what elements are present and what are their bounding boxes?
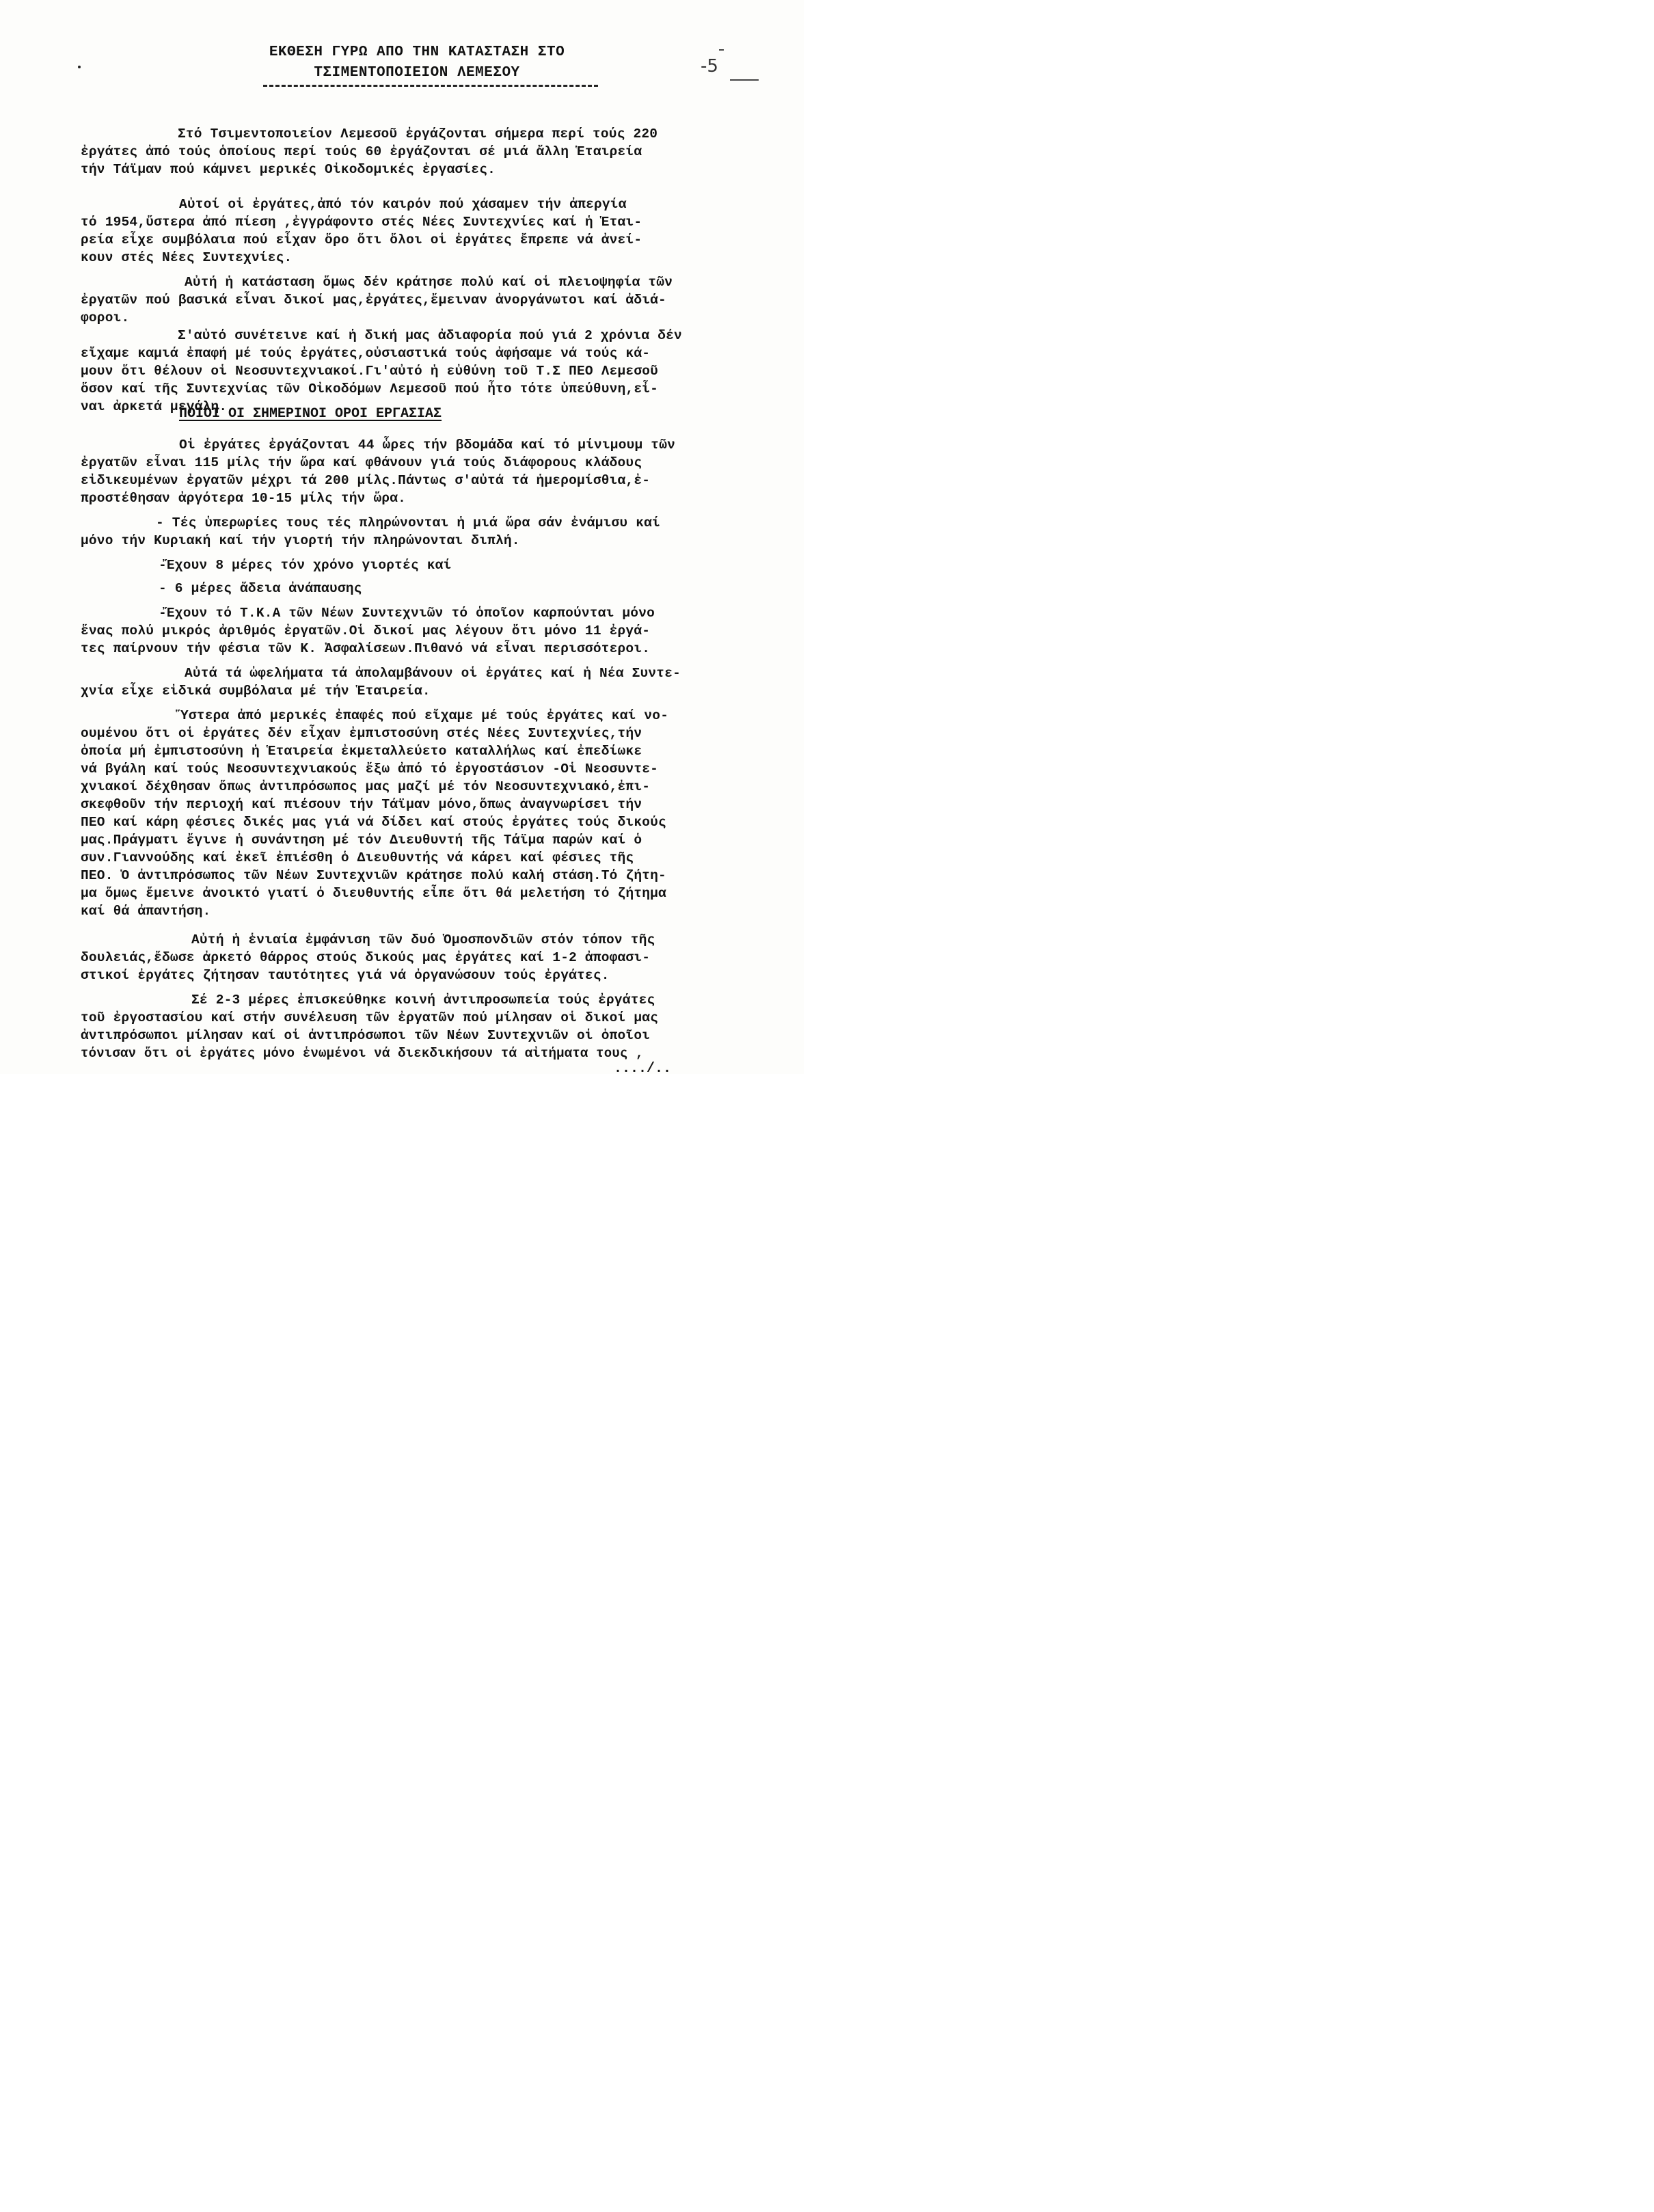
paragraph-4-line: ὅσον καί τῆς Συντεχνίας τῶν Οἰκοδόμων Λεμεσοῦ πού ἦτο τότε ὑπεύθυνη,εἶ- bbox=[81, 381, 659, 396]
paragraph-1-line: Στό Τσιμεντοποιείον Λεμεσοῦ ἐργάζονται σήμερα περί τούς 220 bbox=[178, 126, 658, 141]
paragraph-2-line: κουν στές Νέες Συντεχνίες. bbox=[81, 250, 293, 265]
paragraph-4-line: εἴχαμε καμιά ἐπαφή μέ τούς ἐργάτες,οὐσιαστικά τούς ἀφήσαμε νά τούς κά- bbox=[81, 346, 651, 361]
paragraph-10-line: στικοί ἐργάτες ζήτησαν ταυτότητες γιά νά ὀργανώσουν τούς ἐργάτες. bbox=[81, 968, 610, 983]
title-underline-rule bbox=[263, 85, 598, 87]
paragraph-2-line: ρεία εἶχε συμβόλαια πού εἶχαν ὅρο ὅτι ὅλοι οἱ ἐργάτες ἔπρεπε νά ἀνεί- bbox=[81, 232, 642, 247]
paragraph-10-line: δουλειάς,ἔδωσε ἀρκετό θάρρος στούς δικούς μας ἐργάτες καί 1-2 ἀποφασι- bbox=[81, 950, 651, 965]
paragraph-9-line: ΠΕΟ καί κάρη φέσιες δικές μας γιά νά δίδει καί στούς ἐργάτες τούς δικούς bbox=[81, 815, 666, 830]
paragraph-3-line: Αὐτή ἡ κατάσταση ὅμως δέν κράτησε πολύ καί οἱ πλειοψηφία τῶν bbox=[185, 275, 673, 290]
paragraph-5-line: προστέθησαν ἀργότερα 10-15 μίλς τήν ὥρα. bbox=[81, 491, 407, 506]
paragraph-7-line: τες παίρνουν τήν φέσια τῶν Κ. Ἀσφαλίσεων.Πιθανό νά εἶναι περισσότεροι. bbox=[81, 641, 651, 656]
paragraph-9-line: Ὕστερα ἀπό μερικές ἐπαφές πού εἴχαμε μέ τούς ἐργάτες καί νο- bbox=[180, 708, 669, 723]
margin-dot bbox=[78, 66, 81, 68]
paragraph-8-line: χνία εἶχε εἰδικά συμβόλαια μέ τήν Ἑταιρεία. bbox=[81, 684, 431, 699]
page-number-mark: -5 bbox=[701, 56, 718, 77]
paragraph-1-line: ἐργάτες ἀπό τούς ὁποίους περί τούς 60 ἐργάζονται σέ μιά ἄλλη Ἑταιρεία bbox=[81, 144, 642, 159]
continuation-mark: ..../.. bbox=[614, 1061, 672, 1077]
paragraph-2-line: Αὐτοί οἱ ἐργάτες,ἀπό τόν καιρόν πού χάσαμεν τήν ἀπεργία bbox=[179, 197, 627, 212]
paragraph-6-line: - Τές ὑπερωρίες τους τές πληρώνονται ἡ μιά ὥρα σάν ἐνάμισυ καί bbox=[156, 515, 660, 530]
paragraph-7-line: -Ἔχουν τό Τ.Κ.Α τῶν Νέων Συντεχνιῶν τό ὁποῖον καρπούνται μόνο bbox=[159, 606, 655, 621]
paragraph-8-line: Αὐτά τά ὠφελήματα τά ἀπολαμβάνουν οἱ ἐργάτες καί ἡ Νέα Συντε- bbox=[185, 666, 681, 681]
paragraph-9-line: μας.Πράγματι ἔγινε ἡ συνάντηση μέ τόν Διευθυντή τῆς Τάϊμα παρών καί ὁ bbox=[81, 833, 642, 848]
paragraph-5-line: εἰδικευμένων ἐργατῶν μέχρι τά 200 μίλς.Πάντως σ'αὐτά τά ἡμερομίσθια,ἐ- bbox=[81, 473, 651, 488]
document-page bbox=[0, 0, 804, 1077]
paragraph-3-line: φοροι. bbox=[81, 310, 130, 325]
paragraph-9-line: συν.Γιαννούδης καί ἐκεῖ ἐπιέσθη ὁ Διευθυντής νά κάρει καί φέσιες τῆς bbox=[81, 850, 634, 865]
bullet-leave: - 6 μέρες ἄδεια ἀνάπαυσης bbox=[159, 581, 362, 596]
document-title-line-2: ΤΣΙΜΕΝΤΟΠΟΙΕΙΟΝ ΛΕΜΕΣΟΥ bbox=[314, 65, 520, 81]
paragraph-4-line: Σ'αὐτό συνέτεινε καί ἡ δική μας ἀδιαφορία πού γιά 2 χρόνια δέν bbox=[178, 328, 682, 343]
paragraph-7-line: ἕνας πολύ μικρός ἀριθμός ἐργατῶν.Οἱ δικοί μας λέγουν ὅτι μόνο 11 ἐργά- bbox=[81, 623, 651, 638]
paragraph-9-line: μα ὅμως ἔμεινε ἀνοικτό γιατί ὁ διευθυντής εἶπε ὅτι θά μελετήση τό ζήτημα bbox=[81, 886, 666, 901]
paragraph-9-line: ὁποία μή ἐμπιστοσύνη ἡ Ἑταιρεία ἐκμεταλλεύετο καταλλήλως καί ἐπεδίωκε bbox=[81, 744, 642, 759]
paragraph-4-line: ναι ἀρκετά μεγάλη. bbox=[81, 399, 228, 414]
paragraph-11-line: ἀντιπρόσωποι μίλησαν καί οἱ ἀντιπρόσωποι τῶν Νέων Συντεχνιῶν οἱ ὁποῖοι bbox=[81, 1028, 651, 1043]
paragraph-6-line: μόνο τήν Κυριακή καί τήν γιορτή τήν πληρώνονται διπλή. bbox=[81, 533, 520, 548]
paragraph-5-line: Οἱ ἐργάτες ἐργάζονται 44 ὧρες τήν βδομάδα καί τό μίνιμουμ τῶν bbox=[179, 437, 676, 453]
paragraph-9-line: σκεφθοῦν τήν περιοχή καί πιέσουν τήν Τάϊμαν μόνο,ὅπως ἀναγνωρίσει τήν bbox=[81, 797, 642, 812]
paragraph-11-line: Σέ 2-3 μέρες ἐπισκεύθηκε κοινή ἀντιπροσωπεία τούς ἐργάτες bbox=[191, 993, 655, 1008]
stray-mark bbox=[730, 79, 759, 81]
paragraph-1-line: τήν Τάϊμαν πού κάμνει μερικές Οἰκοδομικές ἐργασίες. bbox=[81, 162, 496, 177]
paragraph-9-line: νά βγάλη καί τούς Νεοσυντεχνιακούς ἔξω ἀπό τό ἐργοστάσιον -Οἱ Νεοσυντε- bbox=[81, 761, 659, 777]
paragraph-11-line: τόνισαν ὅτι οἱ ἐργάτες μόνο ἑνωμένοι νά διεκδικήσουν τά αἰτήματα τους , bbox=[81, 1046, 644, 1061]
paragraph-9-line: ΠΕΟ. Ὁ ἀντιπρόσωπος τῶν Νέων Συντεχνιῶν κράτησε πολύ καλή στάση.Τό ζήτη- bbox=[81, 868, 666, 883]
document-title-line-1: ΕΚΘΕΣΗ ΓΥΡΩ ΑΠΟ ΤΗΝ ΚΑΤΑΣΤΑΣΗ ΣΤΟ bbox=[269, 44, 565, 60]
paragraph-11-line: τοῦ ἐργοστασίου καί στήν συνέλευση τῶν ἐργατῶν πού μίλησαν οἱ δικοί μας bbox=[81, 1010, 659, 1025]
paragraph-2-line: τό 1954,ὕστερα ἀπό πίεση ,ἐγγράφοντο στές Νέες Συντεχνίες καί ἡ Ἑται- bbox=[81, 215, 642, 230]
paragraph-4-line: μουν ὅτι θέλουν οἱ Νεοσυντεχνιακοί.Γι'αὐτό ἡ εὐθύνη τοῦ Τ.Σ ΠΕΟ Λεμεσοῦ bbox=[81, 364, 659, 379]
paragraph-9-line: ουμένου ὅτι οἱ ἐργάτες δέν εἶχαν ἐμπιστοσύνη στές Νέες Συντεχνίες,τήν bbox=[81, 726, 642, 741]
bullet-holidays: -Ἔχουν 8 μέρες τόν χρόνο γιορτές καί bbox=[159, 558, 452, 573]
paragraph-10-line: Αὐτή ἡ ἑνιαία ἐμφάνιση τῶν δυό Ὁμοσπονδιῶν στόν τόπον τῆς bbox=[191, 932, 655, 947]
paragraph-3-line: ἐργατῶν πού βασικά εἶναι δικοί μας,ἐργάτες,ἔμειναν ἀνοργάνωτοι καί ἀδιά- bbox=[81, 293, 666, 308]
paragraph-9-line: χνιακοί δέχθησαν ὅπως ἀντιπρόσωπος μας μαζί μέ τόν Νεοσυντεχνιακό,ἐπι- bbox=[81, 779, 651, 794]
paragraph-9-line: καί θά ἀπαντήση. bbox=[81, 904, 211, 919]
paragraph-5-line: ἐργατῶν εἶναι 115 μίλς τήν ὥρα καί φθάνουν γιά τούς διάφορους κλάδους bbox=[81, 455, 642, 470]
section-heading: ΠΟΙΟΙ ΟΙ ΣΗΜΕΡΙΝΟΙ ΟΡΟΙ ΕΡΓΑΣΙΑΣ bbox=[179, 406, 442, 422]
stray-mark bbox=[719, 49, 724, 51]
